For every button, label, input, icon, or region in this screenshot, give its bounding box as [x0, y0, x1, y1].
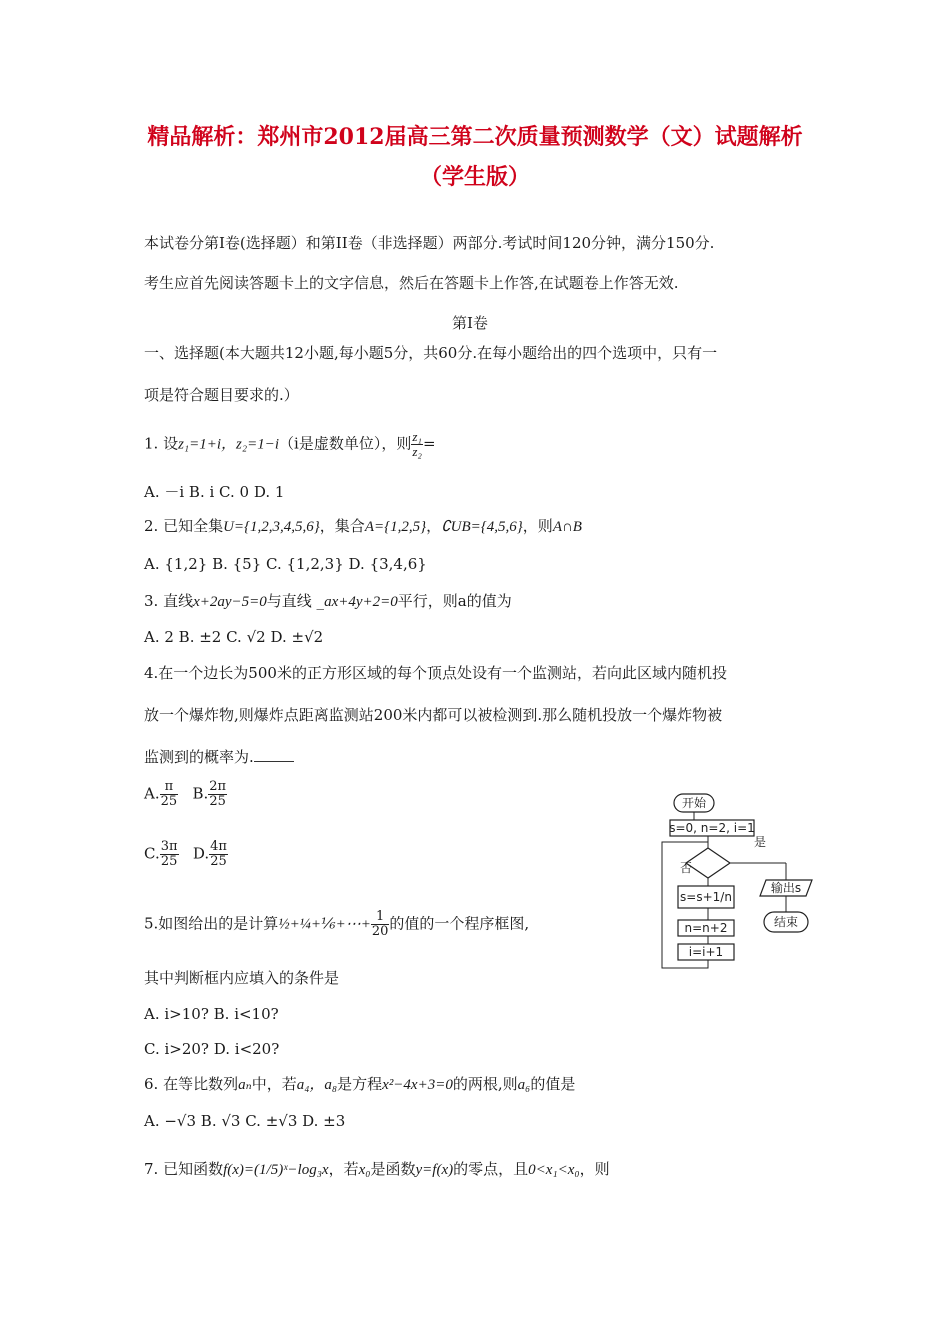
question-3 — [144, 590, 512, 613]
question-2 — [144, 515, 582, 538]
q3-line1: x+2ay−5=0 — [193, 594, 267, 610]
question-7 — [144, 1158, 610, 1181]
flowchart-end-label: 结束 — [773, 915, 799, 929]
q6-text2: 是方程 — [337, 1075, 383, 1093]
q4-option-d-num: 4π — [210, 839, 227, 854]
q4-option-d-den: 25 — [210, 854, 227, 869]
doc-title-line1: 精品解析：郑州市2012届高三第二次质量预测数学（文）试题解析 — [147, 124, 803, 150]
q4-option-a-num: π — [160, 780, 179, 795]
flowchart-step2-label: n=n+2 — [684, 921, 728, 935]
q1-denominator: z₂ — [412, 444, 422, 459]
intro-line1: 本试卷分第Ⅰ卷(选择题）和第II卷（非选择题）两部分.考试时间120分钟，满分150分. — [144, 234, 715, 252]
q4-option-d-label: D. — [192, 844, 210, 863]
q7-text3: 的零点，且 — [453, 1160, 529, 1178]
q2-text1: ，集合 — [319, 517, 365, 535]
flowchart-init-label: s=0, n=2, i=1 — [669, 821, 755, 835]
q4-option-b-num: 2π — [209, 779, 227, 794]
question-1-options: A. －i B. i C. 0 D. 1 — [144, 483, 285, 501]
q6-sequence: aₙ — [238, 1077, 252, 1093]
program-flowchart — [650, 790, 830, 990]
q5-suffix: 的值的一个程序框图, — [389, 914, 530, 933]
q6-text1: 中，若 — [251, 1075, 297, 1093]
q3-middle: 与直线 _ — [266, 592, 325, 610]
q4-option-d-fraction — [209, 840, 228, 869]
q4-option-c-label: C. — [144, 844, 160, 863]
q2-set-a: A={1,2,5} — [364, 519, 427, 535]
flowchart-yes-label: 是 — [754, 835, 767, 849]
question-5 — [144, 910, 529, 939]
q1-expression: z₁=1+i，z₂=1−i — [178, 436, 280, 453]
q2-set-u: U={1,2,3,4,5,6} — [223, 519, 320, 535]
q6-equation: x²−4x+3=0 — [382, 1077, 453, 1093]
flowchart-step3-label: i=i+1 — [688, 945, 724, 959]
q1-numerator: z₁ — [412, 429, 422, 444]
q4-option-b-den: 25 — [209, 794, 226, 809]
q3-prefix: 3. 直线 — [144, 592, 194, 610]
q4-option-b-label: B. — [192, 784, 209, 803]
doc-title-line2: （学生版） — [419, 164, 530, 190]
q7-function-ref: y=f(x) — [415, 1162, 454, 1178]
q4-option-b-fraction — [208, 780, 227, 809]
flowchart-step1-label: s=s+1/n — [680, 890, 732, 904]
q6-text3: 的两根,则 — [452, 1075, 518, 1093]
flowchart-no-label: 否 — [680, 861, 693, 875]
q2-prefix: 2. 已知全集 — [144, 517, 224, 535]
answer-blank — [254, 747, 294, 762]
q4-text: 监测到的概率为. — [144, 748, 254, 766]
q4-option-c-fraction — [160, 840, 179, 869]
q1-suffix: = — [422, 434, 436, 453]
q7-function: f(x)=(1/5)ˣ−log₃x — [223, 1162, 329, 1178]
part1-line1: 一、选择题(本大题共12小题,每小题5分，共60分.在每小题给出的四个选项中，只有一 — [144, 344, 718, 362]
q7-prefix: 7. 已知函数 — [144, 1160, 224, 1178]
q4-option-a-label: A. — [144, 784, 160, 803]
q5-sum: ½+¼+⅙+⋯+ — [278, 916, 371, 933]
question-4-line1: 4.在一个边长为500米的正方形区域的每个顶点处设有一个监测站，若向此区域内随机投 — [144, 664, 727, 682]
q1-fraction — [411, 430, 423, 459]
q2-text2: ， — [426, 517, 442, 535]
question-4-line3 — [144, 746, 294, 768]
q7-suffix: ，则 — [579, 1160, 610, 1178]
q2-complement-b: ∁UB={4,5,6} — [441, 519, 523, 535]
part1-line2: 项是符合题目要求的.） — [144, 386, 299, 404]
q5-denominator: 20 — [371, 924, 389, 939]
q7-text2: 是函数 — [370, 1160, 416, 1178]
q4-option-c-den: 25 — [160, 854, 178, 869]
q4-option-a-den: 25 — [160, 794, 178, 809]
question-3-options: A. 2 B. ±2 C. √2 D. ±√2 — [144, 628, 324, 646]
question-2-options: A. {1,2} B. {5} C. {1,2,3} D. {3,4,6} — [144, 555, 427, 573]
question-6 — [144, 1073, 575, 1096]
q2-intersection: A∩B — [552, 519, 582, 535]
question-4-options-row2 — [144, 840, 228, 869]
q6-terms: a₄，a₈ — [296, 1077, 338, 1093]
question-4-options-row1 — [144, 780, 227, 809]
q6-target-term: a₆ — [517, 1077, 531, 1093]
question-5-options-row2: C. i>20? D. i<20? — [144, 1040, 280, 1058]
question-5-line2: 其中判断框内应填入的条件是 — [144, 969, 340, 987]
flowchart-output-label: 输出s — [770, 881, 802, 895]
q5-prefix: 5.如图给出的是计算 — [144, 914, 279, 933]
q6-prefix: 6. 在等比数列 — [144, 1075, 239, 1093]
q5-numerator: 1 — [371, 910, 390, 925]
q4-option-a-fraction — [160, 780, 179, 809]
q3-line2: ax+4y+2=0 — [324, 594, 398, 610]
q5-fraction — [371, 910, 390, 939]
section-heading: 第Ⅰ卷 — [452, 314, 488, 332]
flowchart-decision — [686, 848, 730, 878]
q2-text3: ，则 — [522, 517, 553, 535]
intro-line2: 考生应首先阅读答题卡上的文字信息，然后在答题卡上作答,在试题卷上作答无效. — [144, 274, 679, 292]
q7-inequality: 0<x₁<x₀ — [528, 1162, 580, 1178]
question-5-options-row1: A. i>10? B. i<10? — [144, 1005, 279, 1023]
q1-middle: （i是虚数单位），则 — [279, 434, 412, 453]
question-4-line2: 放一个爆炸物,则爆炸点距离监测站200米内都可以被检测到.那么随机投放一个爆炸物被 — [144, 706, 723, 724]
q4-option-c-num: 3π — [160, 839, 178, 854]
q6-suffix: 的值是 — [530, 1075, 576, 1093]
question-1 — [144, 430, 436, 459]
flowchart-start-label: 开始 — [681, 796, 707, 810]
q1-prefix: 1. 设 — [144, 434, 179, 453]
question-6-options: A. −√3 B. √3 C. ±√3 D. ±3 — [144, 1112, 346, 1130]
q3-suffix: 平行，则a的值为 — [397, 592, 512, 610]
q7-text1: ，若 — [328, 1160, 359, 1178]
q7-zero: x₀ — [358, 1162, 371, 1178]
